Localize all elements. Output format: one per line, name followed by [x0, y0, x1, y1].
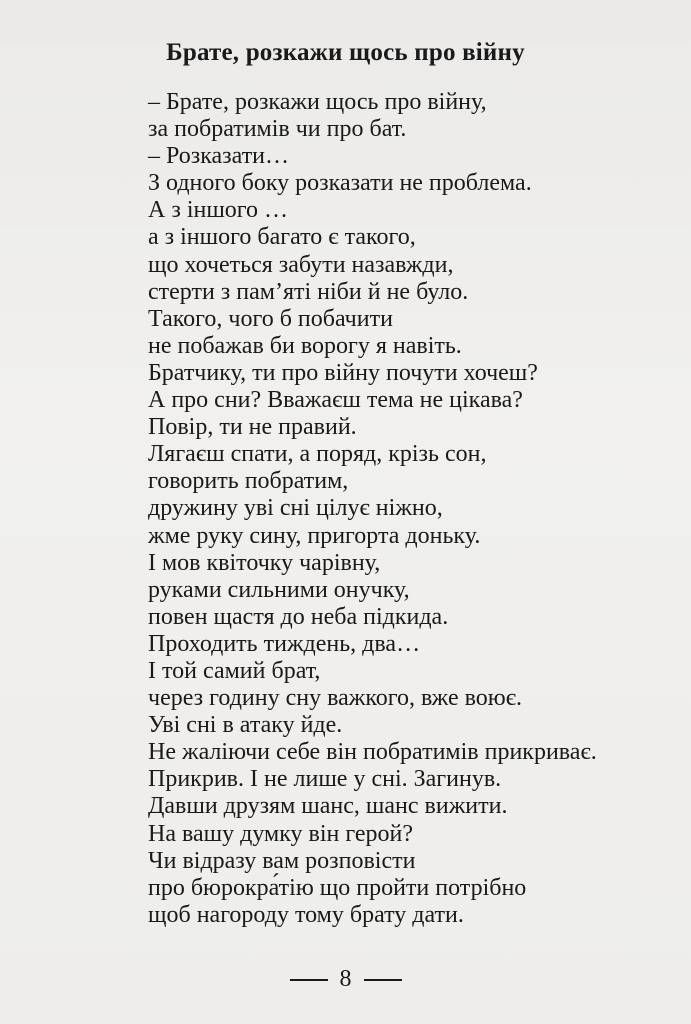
poem-line: З одного боку розказати не проблема.: [148, 170, 532, 197]
poem-line: стерти з пам’яті ніби й не було.: [148, 278, 469, 305]
poem-body: [148, 89, 597, 929]
poem-line: Чи відразу вам розповісти: [148, 847, 416, 874]
poem-line: Такого, чого б побачити: [148, 305, 393, 332]
poem-line: А з іншого …: [148, 197, 289, 224]
poem-line: Уві сні в атаку йде.: [148, 712, 343, 739]
footer-dash-right: [364, 979, 402, 981]
poem-line: Проходить тиждень, два…: [148, 630, 421, 657]
poem-line: І мов квіточку чарівну,: [148, 549, 381, 576]
page-number: 8: [339, 966, 352, 992]
poem-line: – Брате, розкажи щось про війну,: [148, 89, 487, 115]
poem-line: Давши друзям шанс, шанс вижити.: [148, 793, 508, 820]
page-footer: [0, 965, 691, 993]
poem-line: за побратимів чи про бат.: [148, 116, 407, 143]
poem-line: руками сильними онучку,: [148, 576, 410, 603]
poem-line: Прикрив. І не лише у сні. Загинув.: [148, 766, 502, 793]
poem-line: – Розказати…: [148, 143, 290, 170]
poem-line: дружину уві сні цілує ніжно,: [148, 495, 443, 522]
poem-line: Братчику, ти про війну почути хочеш?: [148, 359, 538, 386]
poem-line: Лягаєш спати, а поряд, крізь сон,: [148, 441, 487, 468]
poem-line: жме руку сину, пригорта доньку.: [148, 522, 481, 549]
poem-line: не побажав би ворогу я навіть.: [148, 332, 462, 359]
poem-line: І той самий брат,: [148, 657, 321, 684]
poem-line: Повір, ти не правий.: [148, 414, 357, 441]
poem-line: На вашу думку він герой?: [148, 820, 414, 847]
poem-line: Не жаліючи себе він побратимів прикриває.: [148, 739, 597, 766]
footer-dash-left: [290, 979, 328, 981]
poem-line: говорить побратим,: [148, 468, 349, 495]
poem-line: що хочеться забути назавжди,: [148, 251, 454, 278]
poem-line: щоб нагороду тому брату дати.: [148, 901, 464, 928]
poem-title: Брате, розкажи щось про війну: [166, 39, 525, 66]
poem-line: про бюрокра́тію що пройти потрібно: [148, 874, 527, 901]
poem-line: А про сни? Вважаєш тема не цікава?: [148, 387, 523, 414]
poem-line: повен щастя до неба підкида.: [148, 603, 449, 630]
poem-line: а з іншого багато є такого,: [148, 224, 416, 251]
poem-line: через годину сну важкого, вже воює.: [148, 685, 522, 712]
